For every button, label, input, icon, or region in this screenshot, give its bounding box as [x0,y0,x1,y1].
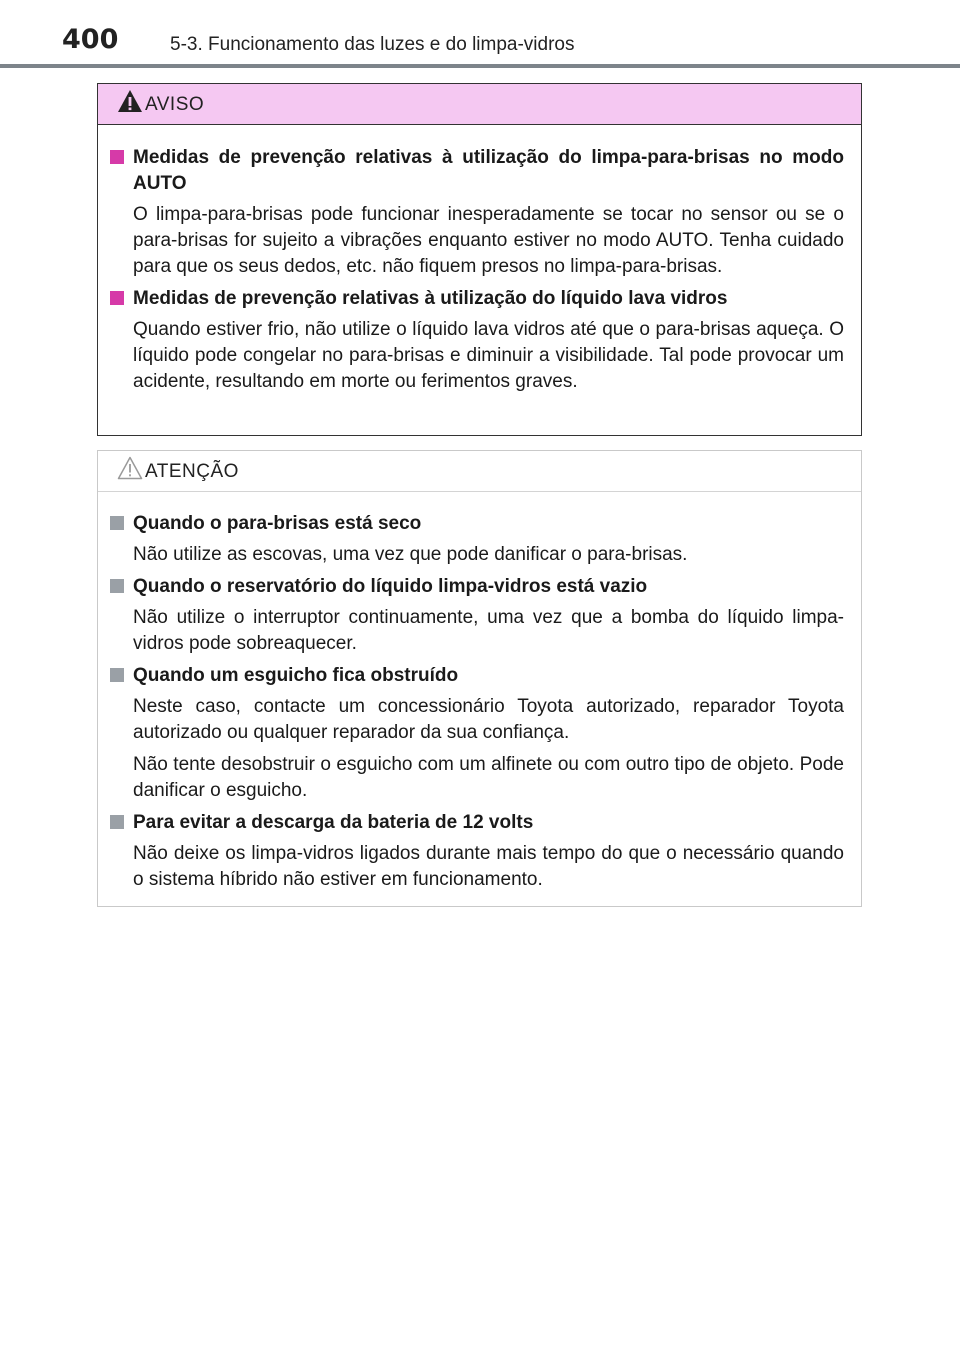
warning-item-title-text: Medidas de prevenção relativas à utilização do líquido lava vidros [133,288,728,309]
caution-item-title [108,511,844,537]
caution-item-text: Não utilize as escovas, uma vez que pode danificar o para-brisas. [133,544,688,565]
page-number: 400 [62,24,119,55]
header-rule [0,64,960,68]
square-bullet-icon [110,150,124,164]
square-bullet-icon [110,516,124,530]
caution-label: ATENÇÃO [145,461,239,482]
caution-item-title-text: Quando o reservatório do líquido limpa-vidros está vazio [133,576,648,597]
warning-triangle-icon [117,88,143,114]
warning-box [97,83,862,436]
warning-box-header [98,84,861,125]
warning-item-title-text: Medidas de prevenção relativas à utilização do limpa-para-brisas no modo AUTO [133,147,844,194]
caution-item-text: Não deixe os limpa-vidros ligados durante mais tempo do que o necessário quando o sistema híbrido não estiver em funcionamento. [133,843,844,890]
caution-item-text: Neste caso, contacte um concessionário Toyota autorizado, reparador Toyota autorizado ou qualquer reparador da sua confiança. [133,696,844,743]
caution-box [97,450,862,907]
caution-item-text: Não tente desobstruir o esguicho com um alfinete ou com outro tipo de objeto. Pode danificar o esguicho. [133,754,844,801]
caution-item-title [108,574,844,600]
caution-item-title-text: Quando o para-brisas está seco [133,513,422,534]
warning-item-title [108,145,844,197]
square-bullet-icon [110,815,124,829]
caution-item-title-text: Quando um esguicho fica obstruído [133,665,459,686]
caution-item-title [108,810,844,836]
caution-item-title-text: Para evitar a descarga da bateria de 12 volts [133,812,534,833]
warning-item-title [108,286,844,312]
caution-item-title [108,663,844,689]
warning-label: AVISO [145,94,205,115]
caution-item-text: Não utilize o interruptor continuamente, uma vez que a bomba do líquido limpa-vidros pode sobreaquecer. [133,607,844,654]
warning-item-text: Quando estiver frio, não utilize o líquido lava vidros até que o para-brisas aqueça. O líquido pode congelar no para-brisas e diminuir a visibilidade. Tal pode provocar um acidente, resultando em morte ou ferimentos graves. [133,319,844,392]
caution-triangle-icon [117,455,143,481]
square-bullet-icon [110,579,124,593]
caution-box-body [98,492,861,893]
warning-item-text: O limpa-para-brisas pode funcionar inesperadamente se tocar no sensor ou se o para-brisas for sujeito a vibrações enquanto estiver no modo AUTO. Tenha cuidado para que os seus dedos, etc. não fiquem presos no limpa-para-brisas. [133,204,844,277]
page-header [0,0,960,68]
chapter-title: 5-3. Funcionamento das luzes e do limpa-vidros [170,34,575,55]
caution-box-header [98,451,861,492]
square-bullet-icon [110,291,124,305]
square-bullet-icon [110,668,124,682]
warning-box-body [98,125,861,395]
